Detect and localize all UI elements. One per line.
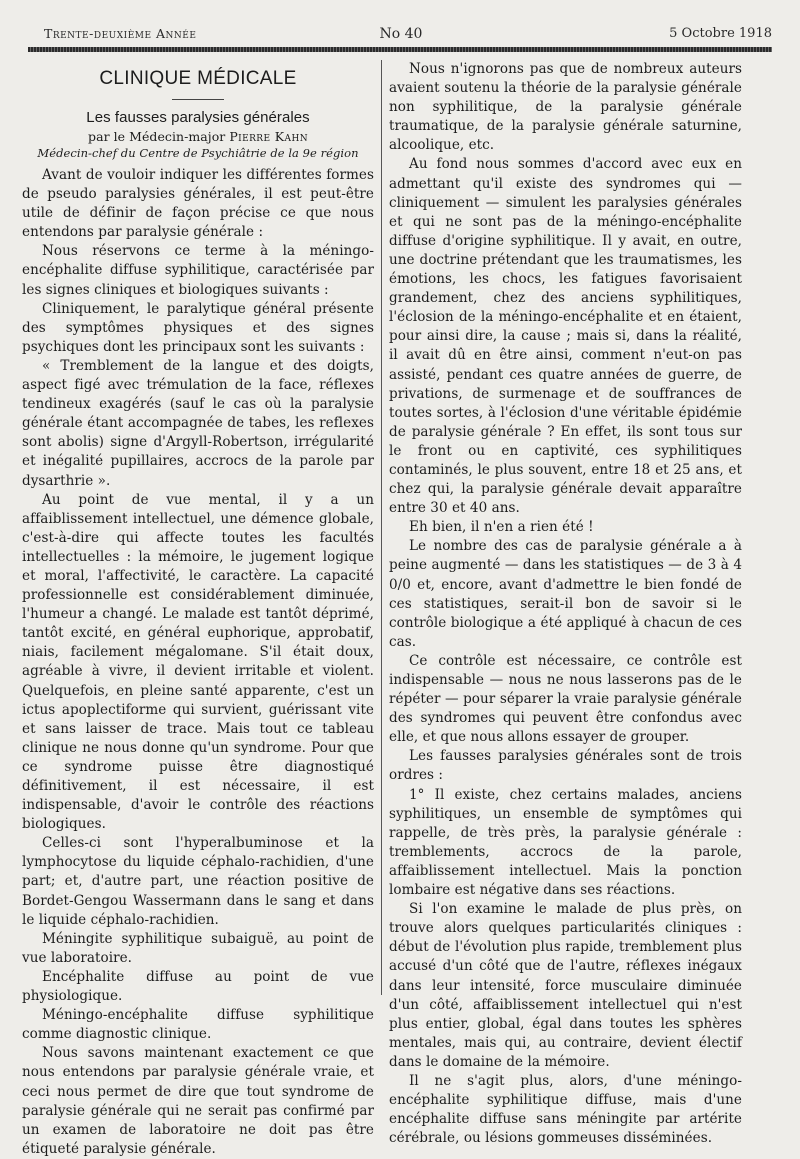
paragraph: Si l'on examine le malade de plus près, on trouve alors quelques particularités cliniques : début de l'évolution plus rapide, tremblement plus accusé d'un côté que de l'autre, réflexes inégaux dans leur intensité, force musculaire diminuée d'un côté, affaiblissement intellectuel qui n'est plus entier, global, égal dans toutes les sphères mentales, mais qui, au contraire, devient électif dans le domaine de la mémoire.: [389, 901, 742, 1070]
issue-date: 5 Octobre 1918: [669, 26, 772, 41]
column-divider: [381, 60, 382, 995]
paragraph: Ce contrôle est nécessaire, ce contrôle est indispensable — nous ne nous lasserons pas de le répéter — pour séparer la vraie paralysie générale des syndromes qui peuvent être confondus avec elle, et que nous allons essayer de grouper.: [389, 652, 742, 746]
quoted-symptoms: « Tremblement de la langue et des doigts, aspect figé avec trémulation de la face, réflexes tendineux exagérés (sauf le cas où la paralysie générale étant accompagnée de tabes, les reflexes sont abolis) signe d'Argyll-Robertson, irrégularité et inégalité pupillaires, accrocs de la parole par dysarthrie ».: [22, 357, 374, 489]
paragraph: Les fausses paralysies générales sont de trois ordres :: [389, 748, 742, 784]
byline-prefix: par le Médecin-major: [88, 129, 226, 144]
issue-number: No 40: [379, 26, 423, 42]
paragraph: Nous réservons ce terme à la méningo-encéphalite diffuse syphilitique, caractérisée par les signes cliniques et biologiques suivants :: [22, 243, 374, 298]
title-rule: [172, 99, 224, 100]
paragraph: Nous savons maintenant exactement ce que nous entendons par paralysie générale vraie, et ceci nous permet de dire que tout syndrome de paralysie générale qui ne serait pas confirmé par un examen de laboratoire ne doit pas être étiqueté paralysie générale.: [22, 1045, 374, 1157]
volume-year: Trente-deuxième Année: [44, 26, 197, 41]
paragraph: Celles-ci sont l'hyperalbuminose et la lymphocytose du liquide céphalo-rachidien, d'une part; et, d'autre part, une réaction positive de Bordet-Gengou Wassermann dans le sang et dans le liquide céphalo-rachidien.: [22, 835, 374, 928]
paragraph: Cliniquement, le paralytique général présente des symptômes physiques et des signes psychiques dont les principaux sont les suivants :: [22, 300, 374, 355]
byline: [22, 128, 374, 145]
paragraph: Avant de vouloir indiquer les différentes formes de pseudo paralysies générales, il est peut-être utile de définir de façon précise ce que nous entendons par paralysie générale :: [22, 167, 374, 241]
right-column: [389, 60, 742, 1148]
page-header: [30, 26, 772, 44]
author-name: Pierre Kahn: [229, 129, 308, 144]
paragraph: Nous n'ignorons pas que de nombreux auteurs avaient soutenu la théorie de la paralysie générale non syphilitique, de la paralysie générale traumatique, de la paralysie générale saturnine, alcoolique, etc.: [389, 61, 742, 154]
paragraph: Il ne s'agit plus, alors, d'une méningo-encéphalite syphilitique diffuse, mais d'une encéphalite diffuse sans méningite par artérite cérébrale, ou lésions gommeuses disséminées.: [389, 1072, 742, 1147]
left-column: [22, 60, 374, 1159]
paragraph: Méningo-encéphalite diffuse syphilitique comme diagnostic clinique.: [22, 1007, 374, 1043]
header-rule: [28, 47, 772, 52]
paragraph: Eh bien, il n'en a rien été !: [409, 519, 594, 536]
paragraph: Au point de vue mental, il y a un affaiblissement intellectuel, une démence globale, c'est-à-dire qui affecte toutes les facultés intellectuelles : la mémoire, le jugement logique et moral, l'affectivité, le caractère. La capacité professionnelle est considérablement diminuée, l'humeur a changé. Le malade est tantôt déprimé, tantôt excité, en général euphorique, approbatif, niais, facilement mégalomane. S'il était doux, agréable à vivre, il devient irritable et violent. Quelquefois, en pleine santé apparente, c'est un ictus apoplectiforme qui survient, guérissant vite et sans laisser de trace. Mais tout ce tableau clinique ne nous donne qu'un syndrome. Pour que ce syndrome puisse être diagnostiqué définitivement, il est nécessaire, il est indispensable, d'avoir le contrôle des réactions biologiques.: [22, 491, 374, 833]
author-affiliation: Médecin-chef du Centre de Psychiâtrie de la 9e région: [37, 146, 359, 160]
paragraph: Encéphalite diffuse au point de vue physiologique.: [22, 968, 374, 1005]
section-title: CLINIQUE MÉDICALE: [99, 68, 297, 89]
paragraph: 1° Il existe, chez certains malades, anciens syphilitiques, un ensemble de symptômes qui rappelle, de très près, la paralysie générale : tremblements, accrocs de la parole, affaiblissement intellectuel. Mais la ponction lombaire est négative dans ses réactions.: [389, 786, 742, 899]
paragraph: Au fond nous sommes d'accord avec eux en admettant qu'il existe des syndromes qui — cliniquement — simulent les paralysies générales et qui ne sont pas de la méningo-encéphalite diffuse d'origine syphilitique. Il y avait, en outre, une doctrine prétendant que les traumatismes, les émotions, les chocs, les fatigues favorisaient grandement, chez des anciens syphilitiques, l'éclosion de la méningo-encéphalite et en étaient, pour ainsi dire, la cause ; mais si, dans la réalité, il avait dû en être ainsi, comment n'eut-on pas assisté, pendant ces quatre années de guerre, de privations, de surmenage et de souffrances de toutes sortes, à l'éclosion d'une véritable épidémie de paralysie générale ? En effet, ils sont tous sur le front ou en captivité, ces syphilitiques contaminés, le plus souvent, entre 18 et 25 ans, et chez qui, la paralysie générale devait apparaître entre 30 et 40 ans.: [389, 156, 742, 517]
article-title: Les fausses paralysies générales: [86, 109, 310, 126]
paragraph: Méningite syphilitique subaiguë, au point de vue laboratoire.: [22, 930, 374, 966]
paragraph: Le nombre des cas de paralysie générale a à peine augmenté — dans les statistiques — de 3 à 4 0/0 et, encore, avant d'admettre le bien fondé de ces statistiques, serait-il bon de savoir si le contrôle biologique a été appliqué à chacun de ces cas.: [389, 538, 742, 650]
